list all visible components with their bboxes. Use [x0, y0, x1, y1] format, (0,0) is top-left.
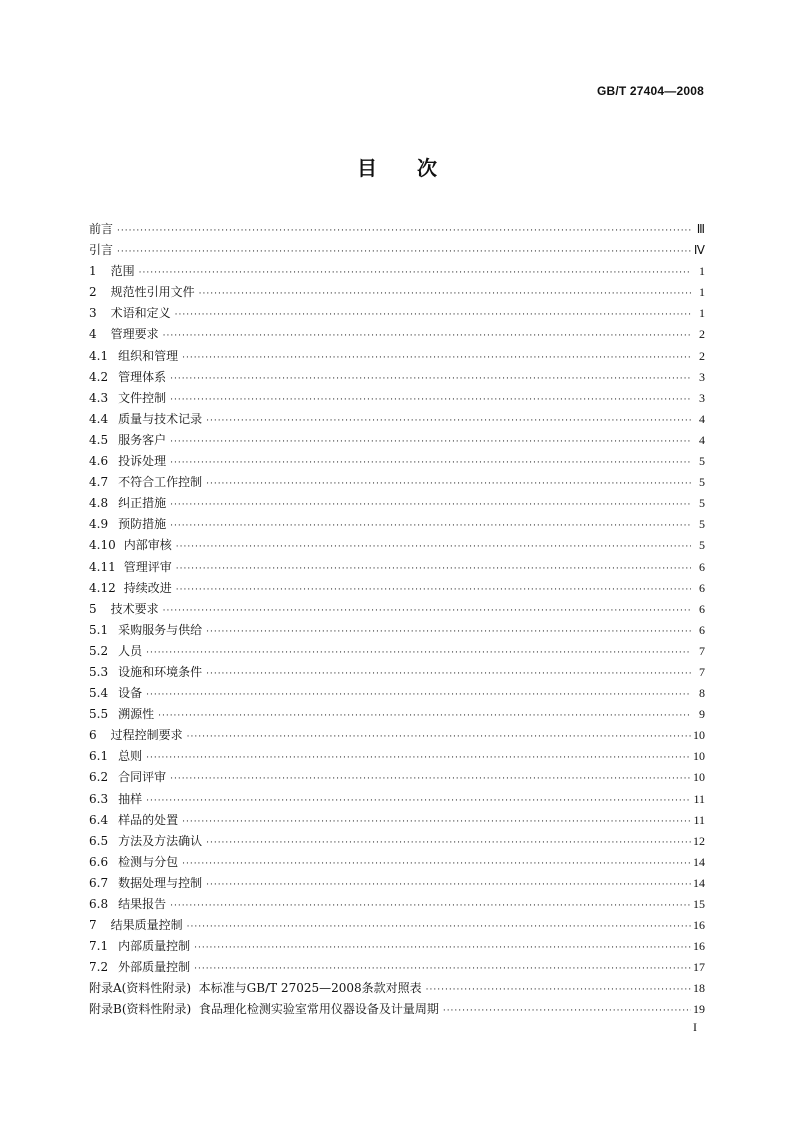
toc-leader-dots — [206, 875, 691, 896]
toc-entry-label: 引言 — [89, 243, 114, 258]
toc-entry[interactable] — [89, 514, 705, 535]
toc-entry[interactable] — [89, 620, 705, 641]
toc-entry[interactable] — [89, 662, 705, 683]
toc-entry-label: 抽样 — [118, 791, 143, 806]
toc-entry[interactable] — [89, 641, 705, 662]
toc-entry-number: 1 — [89, 264, 97, 279]
toc-entry-page: 1 — [699, 285, 705, 300]
toc-leader-dots — [170, 495, 691, 516]
toc-entry[interactable] — [89, 936, 705, 957]
toc-entry-label: 溯源性 — [118, 707, 155, 722]
toc-entry-label: 合同评审 — [118, 770, 167, 785]
toc-leader-dots — [163, 601, 691, 622]
toc-leader-dots — [117, 221, 691, 242]
toc-entry-number: 3 — [89, 306, 97, 321]
toc-leader-dots — [426, 980, 691, 1001]
toc-entry[interactable] — [89, 873, 705, 894]
toc-entry-number: 4.4 — [89, 411, 109, 426]
toc-entry[interactable] — [89, 557, 705, 578]
toc-leader-dots — [170, 453, 691, 474]
toc-entry-number: 4.5 — [89, 432, 109, 447]
toc-entry-page: 16 — [693, 939, 705, 954]
toc-leader-dots — [194, 959, 691, 980]
toc-leader-dots — [139, 263, 691, 284]
toc-entry-number: 4.11 — [89, 559, 116, 574]
toc-entry-number: 6.3 — [89, 791, 109, 806]
toc-entry-number: 6.1 — [89, 749, 109, 764]
toc-entry-number: 7 — [89, 918, 97, 933]
toc-entry-page: 10 — [693, 728, 705, 743]
toc-entry-page: 5 — [699, 517, 705, 532]
toc-entry-number: 5.5 — [89, 707, 109, 722]
toc-entry-number: 4.12 — [89, 580, 116, 595]
toc-leader-dots — [146, 643, 691, 664]
toc-entry-label: 内部审核 — [123, 538, 172, 553]
toc-entry[interactable] — [89, 367, 705, 388]
toc-leader-dots — [170, 390, 691, 411]
toc-entry[interactable] — [89, 578, 705, 599]
toc-entry-page: 12 — [693, 833, 705, 848]
toc-entry-label: 投诉处理 — [118, 454, 167, 469]
toc-entry-page: 5 — [699, 475, 705, 490]
toc-entry-label: 术语和定义 — [110, 306, 171, 321]
toc-entry[interactable] — [89, 915, 705, 936]
toc-entry-number: 5.2 — [89, 643, 109, 658]
toc-entry-page: 3 — [699, 390, 705, 405]
toc-entry-label: 管理要求 — [110, 327, 159, 342]
toc-entry[interactable] — [89, 978, 705, 999]
toc-entry[interactable] — [89, 999, 705, 1020]
toc-entry-label: 采购服务与供给 — [118, 622, 203, 637]
toc-entry-label: 纠正措施 — [118, 496, 167, 511]
toc-leader-dots — [176, 580, 691, 601]
toc-entry-page: 5 — [699, 496, 705, 511]
toc-entry-page: 11 — [693, 791, 705, 806]
toc-leader-dots — [170, 432, 691, 453]
toc-leader-dots — [187, 917, 691, 938]
toc-entry-label: 管理体系 — [118, 369, 167, 384]
toc-entry-number: 6.2 — [89, 770, 109, 785]
toc-entry[interactable] — [89, 451, 705, 472]
toc-entry-number: 6.7 — [89, 875, 109, 890]
toc-entry-page: 5 — [699, 454, 705, 469]
toc-entry-number: 6.6 — [89, 854, 109, 869]
toc-entry[interactable] — [89, 810, 705, 831]
toc-entry-page: 6 — [699, 601, 705, 616]
toc-entry[interactable] — [89, 472, 705, 493]
standard-code: GB/T 27404—2008 — [596, 84, 704, 98]
toc-leader-dots — [176, 537, 691, 558]
toc-entry-page: 15 — [693, 897, 705, 911]
toc-entry[interactable] — [89, 261, 705, 282]
toc-entry-number: 5.3 — [89, 664, 109, 679]
toc-entry-number: 6 — [89, 728, 97, 743]
toc-entry-page: 8 — [699, 686, 705, 701]
toc-entry[interactable] — [89, 767, 705, 788]
toc-entry-label: (资料性附录) 食品理化检测实验室常用仪器设备及计量周期 — [121, 1002, 439, 1017]
toc-entry-label: 数据处理与控制 — [118, 875, 203, 890]
toc-entry-number: 4.9 — [89, 517, 109, 532]
toc-entry-label: 组织和管理 — [118, 348, 179, 363]
toc-entry-label: 不符合工作控制 — [118, 475, 203, 490]
toc-entry-number: 附录B — [89, 1002, 122, 1017]
toc-entry-label: (资料性附录) 本标准与GB/T 27025—2008条款对照表 — [121, 981, 422, 996]
toc-entry[interactable] — [89, 599, 705, 620]
toc-entry-number: 4.2 — [89, 369, 109, 384]
toc-entry-label: 外部质量控制 — [118, 960, 191, 975]
toc-entry-label: 预防措施 — [118, 517, 167, 532]
toc-entry-number: 2 — [89, 285, 97, 300]
toc-entry-label: 规范性引用文件 — [110, 285, 195, 300]
toc-entry-page: 7 — [699, 643, 705, 658]
toc-leader-dots — [146, 748, 691, 769]
toc-entry-label: 范围 — [110, 264, 135, 279]
toc-entry-label: 结果质量控制 — [110, 918, 183, 933]
toc-entry-page: 10 — [693, 770, 705, 785]
toc-entry-label: 持续改进 — [123, 580, 172, 595]
toc-entry-number: 6.8 — [89, 897, 109, 911]
toc-entry[interactable] — [89, 894, 705, 915]
toc-entry-number: 附录A — [89, 981, 122, 996]
toc-entry-label: 前言 — [89, 222, 114, 236]
toc-entry-number: 4.7 — [89, 475, 109, 490]
toc-entry[interactable] — [89, 957, 705, 978]
toc-entry-number: 4.10 — [89, 538, 116, 553]
toc-entry-label: 检测与分包 — [118, 854, 179, 869]
toc-entry[interactable] — [89, 746, 705, 767]
toc-entry-number: 5.1 — [89, 622, 109, 637]
toc-entry[interactable] — [89, 324, 705, 345]
toc-entry-page: 16 — [693, 918, 705, 933]
toc-entry-page: 6 — [699, 559, 705, 574]
toc-entry-page: 3 — [699, 369, 705, 384]
toc-leader-dots — [170, 896, 691, 917]
toc-leader-dots — [206, 833, 691, 854]
toc-entry-page: 14 — [693, 875, 705, 890]
toc-leader-dots — [170, 516, 691, 537]
toc-leader-dots — [206, 664, 691, 685]
toc-entry-label: 人员 — [118, 643, 143, 658]
toc-entry-label: 技术要求 — [110, 601, 159, 616]
toc-entry-number: 4.3 — [89, 390, 109, 405]
toc-entry-page: 18 — [693, 981, 705, 996]
toc-entry[interactable] — [89, 430, 705, 451]
toc-leader-dots — [443, 1001, 691, 1022]
toc-entry-label: 内部质量控制 — [118, 939, 191, 954]
toc-entry-page: Ⅲ — [696, 222, 705, 236]
toc-entry-number: 4.1 — [89, 348, 109, 363]
toc-leader-dots — [199, 284, 691, 305]
toc-entry[interactable] — [89, 535, 705, 556]
toc-entry-label: 结果报告 — [118, 897, 167, 911]
toc-entry-page: 1 — [699, 306, 705, 321]
toc-entry-number: 5 — [89, 601, 97, 616]
toc-entry-label: 质量与技术记录 — [118, 411, 203, 426]
toc-entry[interactable] — [89, 789, 705, 810]
toc-entry-page: 10 — [693, 749, 705, 764]
toc-entry-label: 方法及方法确认 — [118, 833, 203, 848]
toc-entry-number: 4 — [89, 327, 97, 342]
toc-entry-page: 14 — [693, 854, 705, 869]
toc-entry-label: 设备 — [118, 686, 143, 701]
toc-leader-dots — [146, 685, 691, 706]
toc-entry-number: 7.1 — [89, 939, 109, 954]
toc-entry-label: 服务客户 — [118, 432, 167, 447]
toc-entry[interactable] — [89, 346, 705, 367]
toc-entry-page: 5 — [699, 538, 705, 553]
toc-leader-dots — [146, 791, 691, 812]
toc-entry-label: 过程控制要求 — [110, 728, 183, 743]
page-title: 目次 — [357, 156, 477, 180]
toc-entry[interactable] — [89, 683, 705, 704]
toc-entry-number: 6.5 — [89, 833, 109, 848]
toc-leader-dots — [206, 411, 691, 432]
toc-entry-page: 2 — [699, 348, 705, 363]
toc-entry[interactable] — [89, 725, 705, 746]
toc-entry-page: 6 — [699, 622, 705, 637]
toc-leader-dots — [187, 727, 691, 748]
toc-leader-dots — [194, 938, 691, 959]
table-of-contents — [89, 219, 705, 1021]
toc-entry[interactable] — [89, 409, 705, 430]
toc-entry-page: 6 — [699, 580, 705, 595]
toc-entry-page: 11 — [693, 812, 705, 827]
page-number: I — [693, 1020, 697, 1034]
toc-entry-number: 4.8 — [89, 496, 109, 511]
toc-entry[interactable] — [89, 240, 705, 261]
toc-entry[interactable] — [89, 831, 705, 852]
toc-leader-dots — [176, 559, 691, 580]
toc-entry-page: 1 — [699, 264, 705, 279]
toc-entry-page: 2 — [699, 327, 705, 342]
toc-leader-dots — [163, 326, 691, 347]
toc-entry[interactable] — [89, 493, 705, 514]
toc-entry-number: 7.2 — [89, 960, 109, 975]
toc-leader-dots — [117, 242, 691, 263]
toc-leader-dots — [206, 474, 691, 495]
toc-leader-dots — [158, 706, 691, 727]
toc-leader-dots — [170, 369, 691, 390]
toc-entry[interactable] — [89, 219, 705, 240]
toc-leader-dots — [182, 854, 691, 875]
toc-entry[interactable] — [89, 388, 705, 409]
toc-entry-number: 4.6 — [89, 454, 109, 469]
toc-entry-label: 总则 — [118, 749, 143, 764]
toc-leader-dots — [182, 348, 691, 369]
toc-entry-label: 样品的处置 — [118, 812, 179, 827]
toc-entry[interactable] — [89, 852, 705, 873]
toc-entry[interactable] — [89, 704, 705, 725]
toc-entry-label: 设施和环境条件 — [118, 664, 203, 679]
toc-entry-page: 17 — [693, 960, 705, 975]
toc-entry-label: 管理评审 — [123, 559, 172, 574]
toc-leader-dots — [170, 769, 691, 790]
toc-entry-page: 9 — [699, 707, 705, 722]
toc-leader-dots — [182, 812, 691, 833]
toc-entry-number: 6.4 — [89, 812, 109, 827]
toc-entry[interactable] — [89, 282, 705, 303]
toc-entry-page: 7 — [699, 664, 705, 679]
toc-entry-label: 文件控制 — [118, 390, 167, 405]
toc-entry-page: 4 — [699, 432, 705, 447]
toc-leader-dots — [175, 305, 691, 326]
toc-leader-dots — [206, 622, 691, 643]
toc-entry-page: Ⅳ — [693, 243, 705, 258]
toc-entry-page: 4 — [699, 411, 705, 426]
toc-entry[interactable] — [89, 303, 705, 324]
toc-entry-page: 19 — [693, 1002, 705, 1017]
toc-entry-number: 5.4 — [89, 686, 109, 701]
